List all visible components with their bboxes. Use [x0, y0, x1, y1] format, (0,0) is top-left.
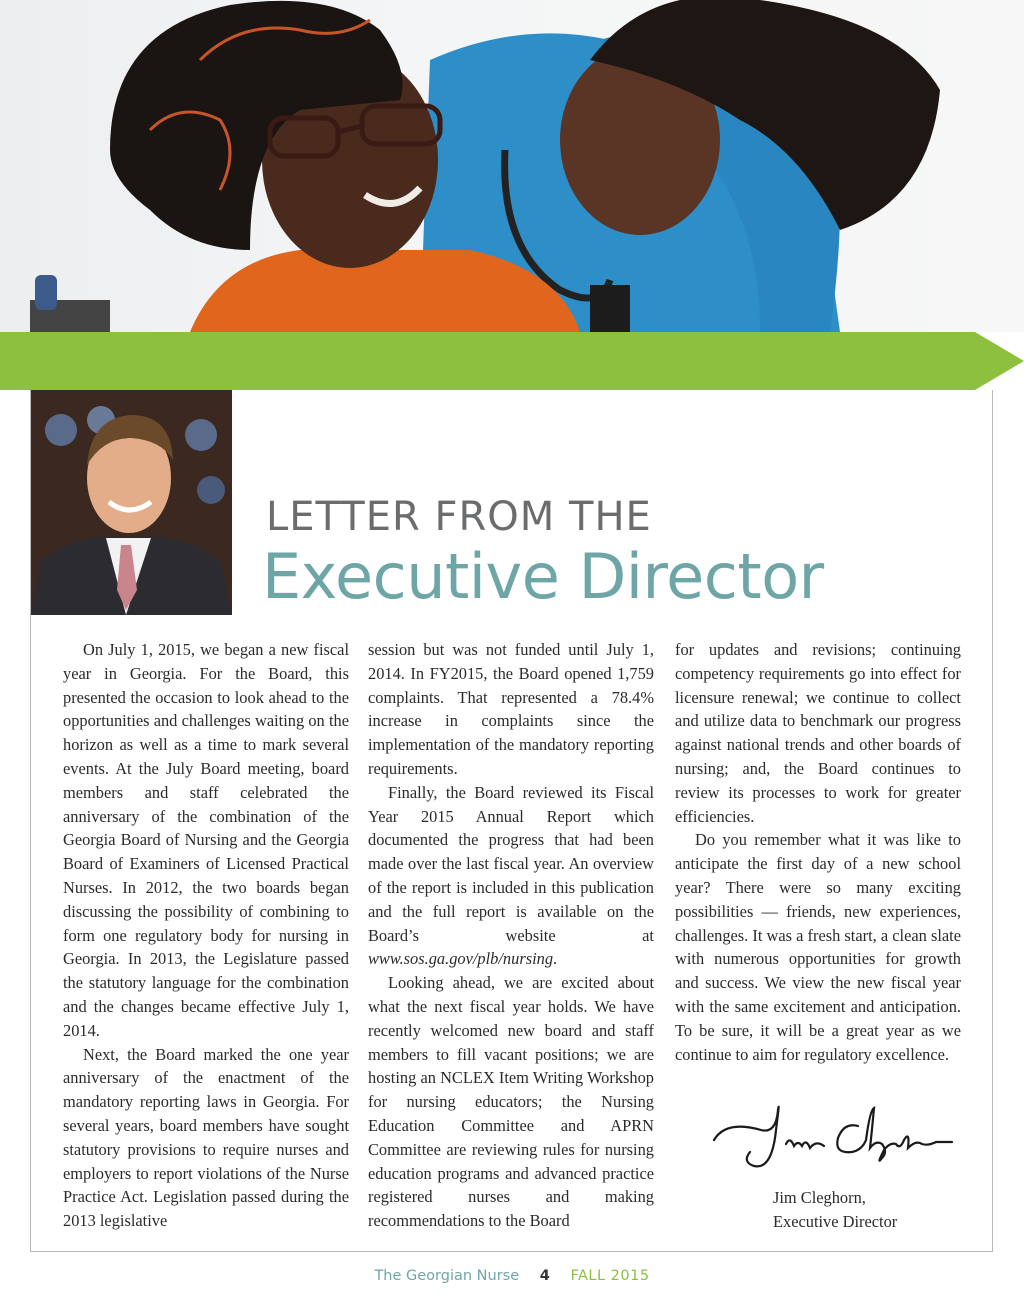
green-banner: [0, 332, 1024, 390]
website-link[interactable]: www.sos.ga.gov/plb/nursing: [368, 949, 554, 969]
paragraph: session but was not funded until July 1, 2014. In FY2015, the Board opened 1,759 complaints. That represented a 78.4% increase in complaints since the implementation of the mandatory reporting requirements.: [368, 640, 654, 778]
hero-illustration: [0, 0, 1024, 332]
text-column-1: [63, 638, 349, 1233]
portrait-illustration: [31, 390, 232, 615]
paragraph: Do you remember what it was like to anticipate the first day of a new school year? There were so many exciting possibilities — friends, new experiences, challenges. It was a fresh start, a clean slate with numerous opportunities for growth and success. We view the new fiscal year with the same excitement and anticipation. To be sure, it will be a great year as we continue to aim for regulatory excellence.: [675, 830, 961, 1064]
signatory-name: Jim Cleghorn,: [773, 1188, 866, 1207]
text-column-2: [368, 638, 654, 1233]
handwritten-signature: [706, 1100, 956, 1172]
director-portrait: [31, 390, 232, 615]
paragraph: Next, the Board marked the one year anniversary of the enactment of the mandatory reporting laws in Georgia. For several years, board members have sought statutory provisions to require nurses and employers to report violations of the Nurse Practice Act. Legislation passed during the 2013 legislative: [63, 1044, 349, 1231]
paragraph-text: Finally, the Board reviewed its Fiscal Year 2015 Annual Report which documented the progress that had been made over the last fiscal year. An overview of the report is included in this publication and the full report is available on the Board’s website at: [368, 782, 654, 945]
signatory-role: Executive Director: [773, 1212, 898, 1231]
paragraph-end: .: [553, 949, 558, 969]
paragraph: for updates and revisions; continuing competency requirements go into effect for licensure renewal; we continue to collect and utilize data to benchmark our progress against national trends and other boards of nursing; and, the Board continues to review its processes to work for greater efficiencies.: [675, 640, 961, 826]
text-column-3: [675, 638, 961, 1066]
page-title: Executive Director: [262, 540, 824, 613]
paragraph: Looking ahead, we are excited about what the next fiscal year holds. We have recently welcomed new board and staff members to fill vacant positions; we are hosting an NCLEX Item Writing Workshop for nursing educators; the Nursing Education Committee and APRN Committee are reviewing rules for nursing education programs and advanced practice registered nurses and making recommendations to the Board: [368, 973, 654, 1231]
signature-block: [773, 1186, 897, 1234]
page-number: 4: [539, 1268, 550, 1284]
heading-kicker: LETTER FROM THE: [266, 494, 652, 540]
page-footer: [0, 1268, 1024, 1284]
issue-season: FALL 2015: [570, 1268, 650, 1284]
magazine-name: The Georgian Nurse: [374, 1268, 520, 1284]
paragraph: [368, 781, 654, 971]
hero-photo: [0, 0, 1024, 332]
paragraph: On July 1, 2015, we began a new fiscal year in Georgia. For the Board, this presented the occasion to look ahead to the opportunities and challenges waiting on the horizon as well as a time to mark several events. At the July Board meeting, board members and staff celebrated the anniversary of the combination of the Georgia Board of Nursing and the Georgia Board of Examiners of Licensed Practical Nurses. In 2012, the two boards began discussing the possibility of combining to form one regulatory body for nursing in Georgia. In 2013, the Legislature passed the statutory language for the combination and the changes became effective July 1, 2014.: [63, 640, 349, 1040]
